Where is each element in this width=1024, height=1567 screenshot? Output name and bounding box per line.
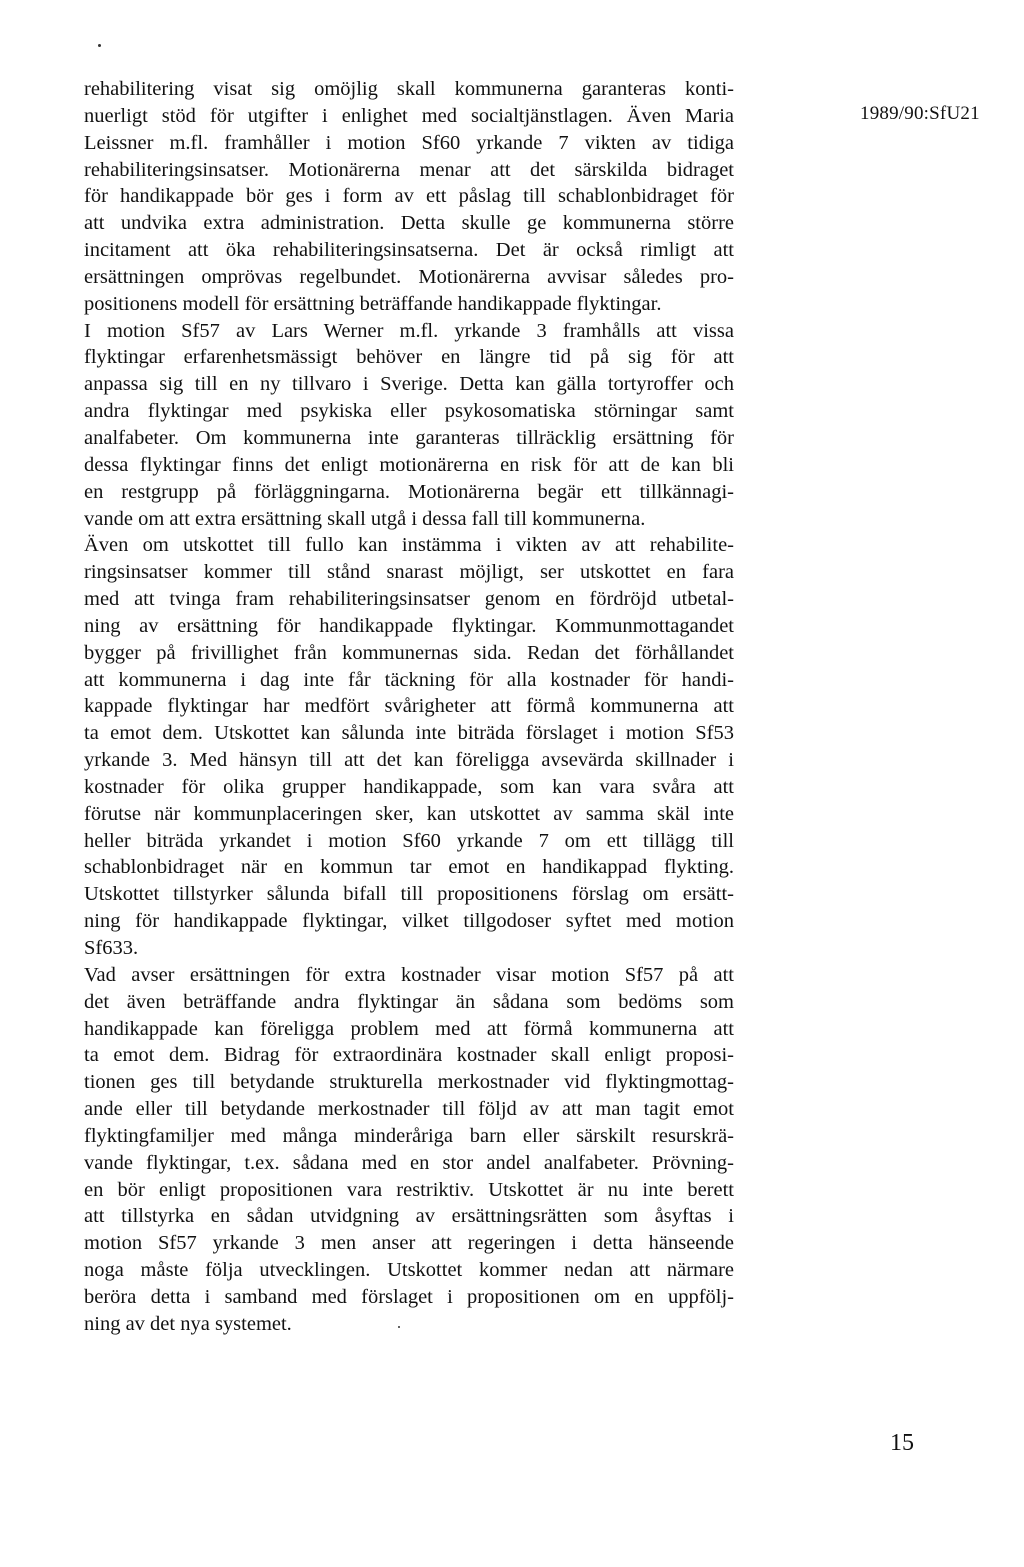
text-line: Utskottet tillstyrker sålunda bifall till propositionens förslag om ersätt- — [84, 883, 734, 906]
text-line: dessa flyktingar finns det enligt motionärerna en risk för att de kan bli — [84, 453, 734, 476]
text-line: förutse när kommunplaceringen sker, kan utskottet av samma skäl inte — [84, 802, 734, 825]
text-line: ta emot dem. Bidrag för extraordinära kostnader skall enligt proposi- — [84, 1044, 734, 1067]
text-line: det även beträffande andra flyktingar än sådana som bedöms som — [84, 990, 734, 1013]
text-line: ning av det nya systemet. — [84, 1312, 292, 1335]
text-line: rehabilitering visat sig omöjlig skall kommunerna garanteras konti- — [84, 78, 734, 100]
text-line: Även om utskottet till fullo kan instämma i vikten av att rehabilite- — [84, 534, 734, 557]
text-line: heller biträda yrkandet i motion Sf60 yrkande 7 om ett tillägg till — [84, 829, 734, 852]
text-line: ning av ersättning för handikappade flyktingar. Kommunmottagandet — [84, 614, 734, 637]
text-line: ande eller till betydande merkostnader till följd av att man tagit emot — [84, 1098, 734, 1121]
text-line: flyktingfamiljer med många minderåriga barn eller särskilt resurskrä- — [84, 1124, 734, 1147]
page-number: 15 — [890, 1430, 914, 1456]
text-line: positionens modell för ersättning beträffande handikappade flyktingar. — [84, 292, 662, 315]
text-line: en bör enligt propositionen vara restriktiv. Utskottet är nu inte berett — [84, 1178, 734, 1201]
text-line: att undvika extra administration. Detta skulle ge kommunerna större — [84, 212, 734, 235]
text-line: schablonbidraget när en kommun tar emot en handikappad flykting. — [84, 856, 734, 879]
text-line: kostnader för olika grupper handikappade, som kan vara svåra att — [84, 775, 734, 798]
text-line: Vad avser ersättningen för extra kostnader visar motion Sf57 på att — [84, 963, 734, 986]
text-line: att tillstyrka en sådan utvidgning av ersättningsrätten som åsyftas i — [84, 1205, 734, 1228]
text-line: vande flyktingar, t.ex. sådana med en stor andel analfabeter. Prövning- — [84, 1151, 734, 1174]
text-line: rehabiliteringsinsatser. Motionärerna menar att det särskilda bidraget — [84, 158, 734, 181]
text-line: ta emot dem. Utskottet kan sålunda inte biträda förslaget i motion Sf53 — [84, 722, 734, 745]
scan-speck — [98, 44, 101, 47]
text-line: motion Sf57 yrkande 3 men anser att regeringen i detta hänseende — [84, 1232, 734, 1255]
body-text — [84, 76, 734, 1338]
text-line: kappade flyktingar har medfört svårigheter att förmå kommunerna att — [84, 695, 734, 718]
text-line: ersättningen omprövas regelbundet. Motionärerna avvisar således pro- — [84, 265, 734, 288]
text-line: handikappade kan föreligga problem med att förmå kommunerna att — [84, 1017, 734, 1040]
text-line: nuerligt stöd för utgifter i enlighet med socialtjänstlagen. Även Maria — [84, 104, 734, 127]
text-line: tionen ges till betydande strukturella merkostnader vid flyktingmottag- — [84, 1071, 734, 1094]
text-line: bygger på frivillighet från kommunernas sida. Redan det förhållandet — [84, 641, 734, 664]
text-line: för handikappade bör ges i form av ett påslag till schablonbidraget för — [84, 185, 734, 208]
text-line: yrkande 3. Med hänsyn till att det kan föreligga avsevärda skillnader i — [84, 749, 734, 772]
document-code: 1989/90:SfU21 — [860, 103, 980, 124]
text-line: vande om att extra ersättning skall utgå i dessa fall till kommunerna. — [84, 507, 646, 530]
text-line: en restgrupp på förläggningarna. Motionärerna begär ett tillkännagi- — [84, 480, 734, 503]
text-line: andra flyktingar med psykiska eller psykosomatiska störningar samt — [84, 400, 734, 423]
text-line: incitament att öka rehabiliteringsinsatserna. Det är också rimligt att — [84, 239, 734, 262]
text-line: I motion Sf57 av Lars Werner m.fl. yrkande 3 framhålls att vissa — [84, 319, 734, 342]
text-line: med att tvinga fram rehabiliteringsinsatser genom en fördröjd utbetal- — [84, 588, 734, 611]
text-line: noga måste följa utvecklingen. Utskottet kommer nedan att närmare — [84, 1259, 734, 1282]
text-line: ning för handikappade flyktingar, vilket tillgodoser syftet med motion — [84, 910, 734, 933]
text-line: Sf633. — [84, 937, 139, 959]
text-line: att kommunerna i dag inte får täckning för alla kostnader för handi- — [84, 668, 734, 691]
text-line: Leissner m.fl. framhåller i motion Sf60 yrkande 7 vikten av tidiga — [84, 131, 734, 154]
text-line: flyktingar erfarenhetsmässigt behöver en längre tid på sig för att — [84, 346, 734, 369]
text-line: ringsinsatser kommer till stånd snarast möjligt, ser utskottet en fara — [84, 561, 734, 584]
text-line: anpassa sig till en ny tillvaro i Sverige. Detta kan gälla tortyroffer och — [84, 373, 734, 396]
text-line: analfabeter. Om kommunerna inte garanteras tillräcklig ersättning för — [84, 426, 734, 449]
text-line: beröra detta i samband med förslaget i propositionen om en uppfölj- — [84, 1285, 734, 1308]
